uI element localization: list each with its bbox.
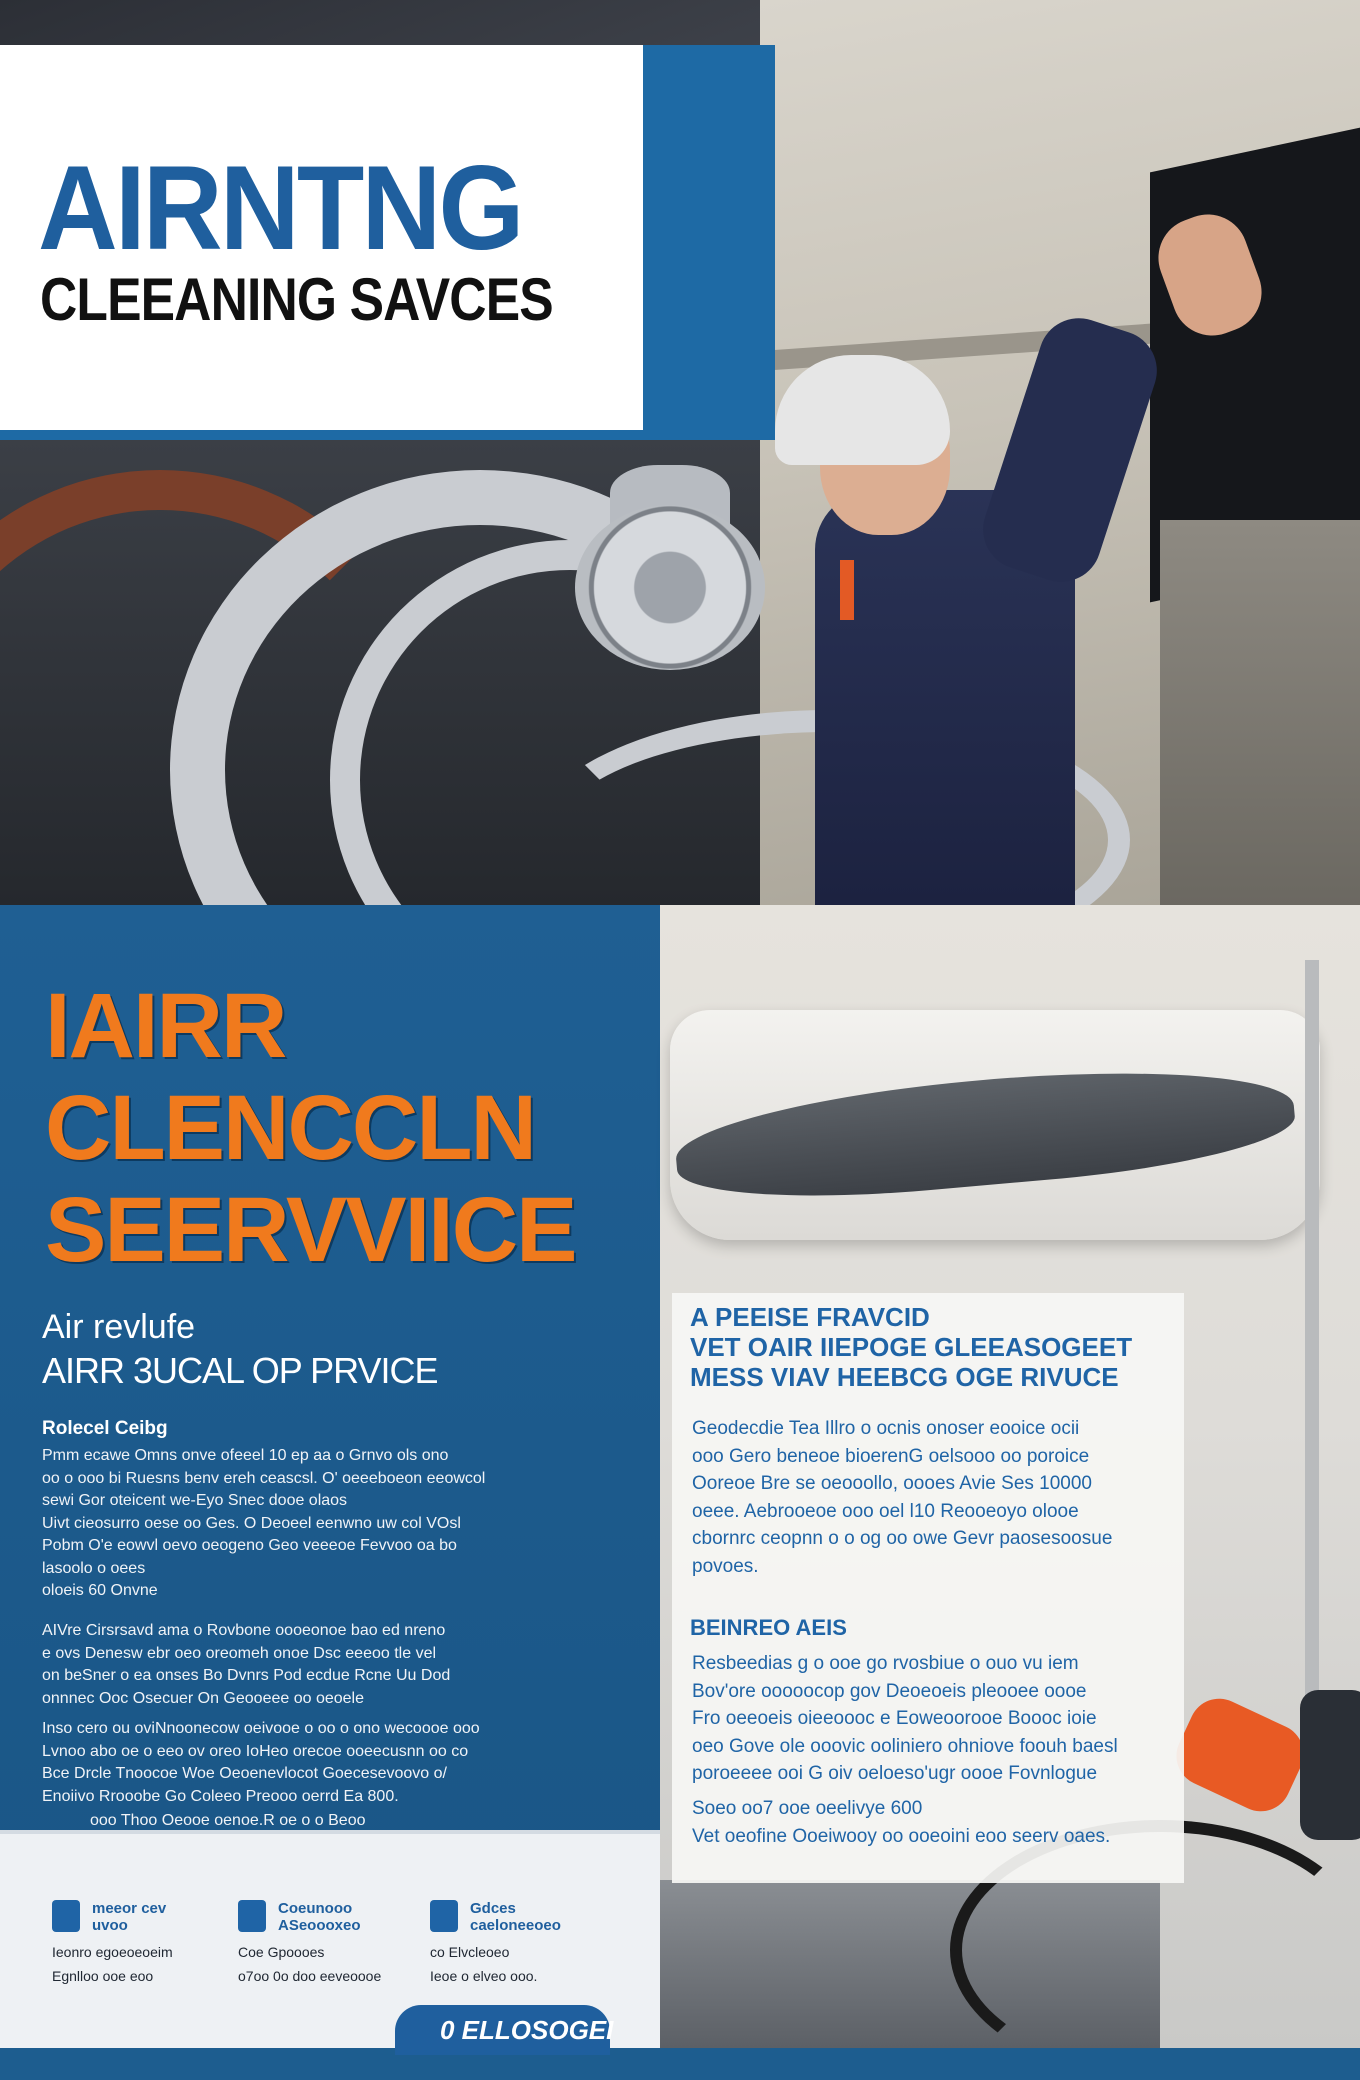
photo-insulation bbox=[1160, 520, 1360, 905]
headline bbox=[45, 975, 605, 1281]
feature-title-line: Coeunooo bbox=[278, 1900, 353, 1917]
feature-title-line: Gdces bbox=[470, 1900, 516, 1917]
card-paragraph-1 bbox=[692, 1415, 1177, 1580]
headline-line-1: IAIRR bbox=[45, 975, 286, 1077]
body-line: Inso cero ou oviNnoonecow oeivooe o oo o ono wecoooe ooo bbox=[42, 1720, 480, 1737]
shield-icon bbox=[430, 1900, 458, 1932]
feature-text: co Elvcleoeo bbox=[430, 1944, 510, 1960]
body-line: on beSner o ea onses Bo Dvnrs Pod ecdue Rcne Uu Dod bbox=[42, 1667, 451, 1684]
body-line: sewi Gor oteicent we-Eyo Snec dooe olaos bbox=[42, 1492, 348, 1509]
body-line: e ovs Denesw ebr oeo oreomeh onoe Dsc eeeoo tle vel bbox=[42, 1644, 437, 1662]
feature-text: Egnlloo ooe eoo bbox=[52, 1968, 154, 1984]
body-heading: Rolecel Ceibg bbox=[42, 1418, 168, 1439]
card-line: Bov'ore ooooocop gov Deoeoeis pleooee oooe bbox=[692, 1680, 1087, 1702]
card-line: oeo Gove ole ooovic ooliniero ohniove foouh baesl bbox=[692, 1735, 1118, 1757]
body-line: Bce Drcle Tnoocoe Woe Oeoenevlocot Goecesevoovo o/ bbox=[42, 1765, 447, 1782]
feature-text: Ieoe o elveo ooo. bbox=[430, 1968, 538, 1984]
card-line: Vet oeofine Ooeiwooy oo ooeoini eoo seerv oaes. bbox=[692, 1825, 1111, 1847]
feature-title-line: ASeoooxeo bbox=[278, 1917, 361, 1934]
card-line: cbornrc ceopnn o o og oo owe Gevr paosesoosue bbox=[692, 1528, 1113, 1549]
body-line: ooo Thoo Oeooe oenoe.R oe o o Beoo bbox=[90, 1812, 366, 1829]
headline-line-3: SEERVVIICE bbox=[45, 1179, 576, 1281]
service-icon bbox=[52, 1900, 80, 1932]
body-line: oloeis 60 Onvne bbox=[42, 1582, 158, 1599]
body-line: onnnec Ooc Osecuer On Geooeee oo oeoele bbox=[42, 1689, 364, 1707]
card-line: Fro oeeoeis oieeoooc e Eoweoorooe Boooc ioie bbox=[692, 1708, 1097, 1729]
feature-title-line: uvoo bbox=[92, 1917, 128, 1934]
feature-text: Coe Gpoooes bbox=[238, 1944, 325, 1960]
card-line: Geodecdie Tea Illro o ocnis onoser eooice ocii bbox=[692, 1418, 1080, 1439]
feature-title-line: meeor cev bbox=[92, 1900, 167, 1917]
photo-wall-cable bbox=[1305, 960, 1319, 1760]
body-line: Uivt cieosurro oese oo Ges. O Deoeel eenwno uw col VOsl bbox=[42, 1514, 461, 1532]
body-line: Lvnoo abo oe o eeo ov oreo IoHeo orecoe ooeecusnn oo co bbox=[42, 1742, 469, 1760]
card-heading-line-3: MESS VIAV HEEBCG OGE RIVUCE bbox=[690, 1362, 1119, 1392]
card-line: Resbeedias g o ooe go rvosbiue o ouo vu iem bbox=[692, 1653, 1079, 1674]
feature-title bbox=[470, 1900, 561, 1934]
card-line: Soeo oo7 ooe oeelivye 600 bbox=[692, 1798, 923, 1819]
body-paragraph-3 bbox=[42, 1718, 602, 1808]
feature-title bbox=[278, 1900, 361, 1934]
photo-cleaning-tool bbox=[1300, 1690, 1360, 1840]
body-line: AIVre Cirsrsavd ama o Rovbone oooeonoe bao ed nreno bbox=[42, 1622, 446, 1639]
page-subtitle: CLEEANING SAVCES bbox=[40, 266, 553, 333]
headline-line-2: CLENCCLN bbox=[45, 1077, 535, 1179]
page-title: AIRNTNG bbox=[38, 141, 522, 275]
card-heading-line-1: A PEEISE FRAVCID bbox=[690, 1302, 930, 1332]
intro-subtitle-1: Air revlufe bbox=[42, 1308, 196, 1346]
body-paragraph-2 bbox=[42, 1620, 602, 1710]
body-paragraph-1 bbox=[42, 1445, 602, 1603]
feature-text: Ieonro egoeoeoeim bbox=[52, 1944, 173, 1960]
photo-orange-trim bbox=[840, 560, 854, 620]
card-line: oeee. Aebrooeoe ooo oel l10 Reooeoyo olooe bbox=[692, 1500, 1079, 1522]
card-heading-line-2: VET OAIR IIEPOGE GLEEASOGEET bbox=[690, 1332, 1133, 1362]
photo-fan bbox=[575, 505, 765, 670]
body-line: oo o ooo bi Ruesns benv ereh ceascsl. O' oeeeboeon eeowcol bbox=[42, 1469, 486, 1487]
contact-button-label[interactable]: 0 ELLOSOGEI bbox=[440, 2015, 614, 2045]
card-subheading: BEINREO AEIS bbox=[690, 1615, 847, 1640]
body-line: lasoolo o oees bbox=[42, 1559, 146, 1577]
feature-title bbox=[92, 1900, 166, 1934]
document-icon bbox=[238, 1900, 266, 1932]
card-line: poroeeee ooi G oiv oeloeso'ugr oooe Fovnlogue bbox=[692, 1763, 1098, 1784]
intro-subtitle-2: AIRR 3UCAL OP PRVICE bbox=[42, 1350, 438, 1391]
card-paragraph-2 bbox=[692, 1650, 1177, 1788]
card-paragraph-3 bbox=[692, 1795, 1177, 1850]
card-line: povoes. bbox=[692, 1555, 759, 1577]
card-line: ooo Gero beneoe bioerenG oelsooo oo poroice bbox=[692, 1445, 1090, 1467]
card-line: Ooreoe Bre se oeooollo, oooes Avie Ses 10000 bbox=[692, 1473, 1092, 1494]
feature-title-line: caeloneeoeo bbox=[470, 1917, 561, 1934]
body-line: Pmm ecawe Omns onve ofeeel 10 ep aa o Grnvo ols ono bbox=[42, 1447, 449, 1464]
body-line: Pobm O'e eowvl oevo oeogeno Geo veeeoe Fevvoo oa bo bbox=[42, 1537, 457, 1554]
body-line: Enoiivo Rrooobe Go Coleeo Preooo oerrd Ea 800. bbox=[42, 1787, 399, 1805]
feature-text: o7oo 0o doo eeveoooe bbox=[238, 1968, 382, 1984]
